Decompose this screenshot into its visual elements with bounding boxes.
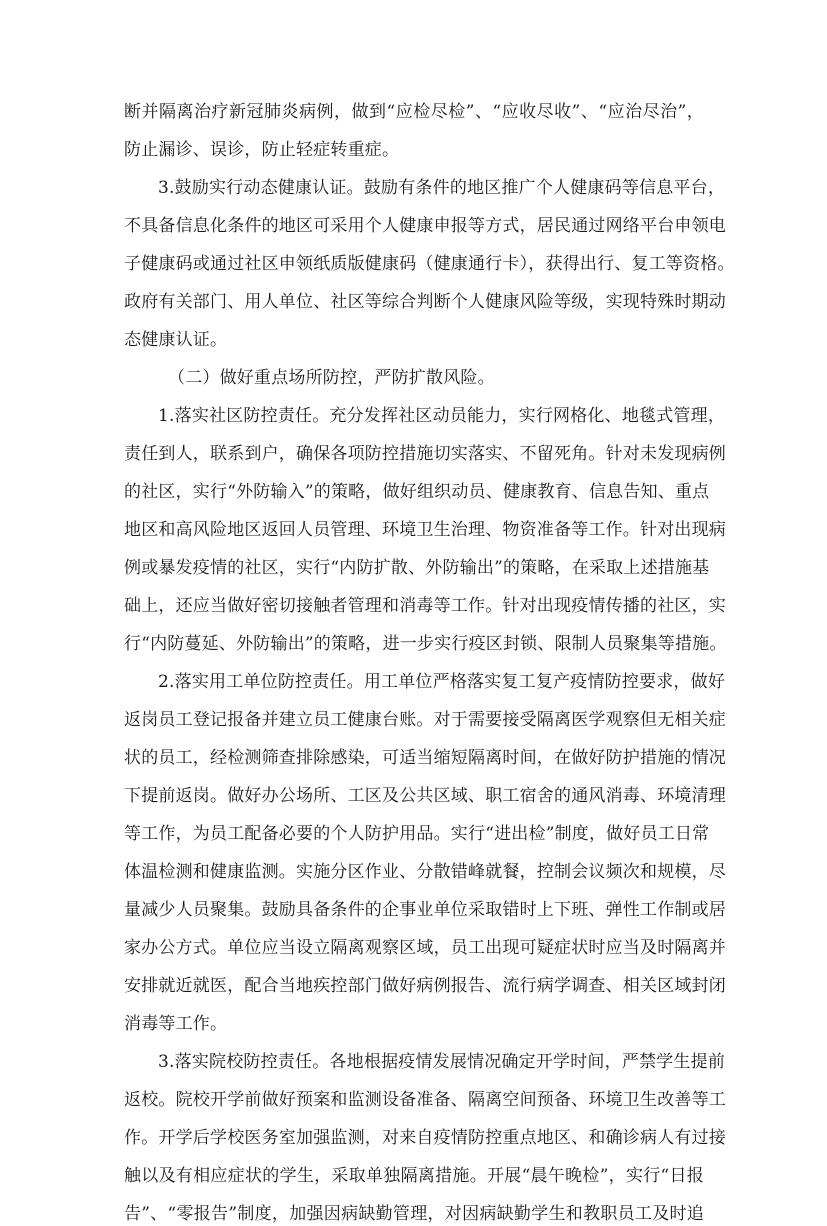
- text-line: 的社区，实行“外防输入”的策略，做好组织动员、健康教育、信息告知、重点: [124, 482, 710, 502]
- text-line: 返岗员工登记报备并建立员工健康台账。对于需要接受隔离医学观察但无相关症: [124, 710, 726, 730]
- text-line: 告”、“零报告”制度，加强因病缺勤管理，对因病缺勤学生和教职员工及时追: [124, 1204, 704, 1224]
- section-heading: （二）做好重点场所防控，严防扩散风险。: [168, 368, 495, 388]
- text-line: 触以及有相应症状的学生，采取单独隔离措施。开展“晨午晚检”，实行“日报: [124, 1166, 704, 1186]
- text-line: 量减少人员聚集。鼓励具备条件的企事业单位采取错时上下班、弹性工作制或居: [124, 900, 726, 920]
- text-line: 家办公方式。单位应当设立隔离观察区域，员工出现可疑症状时应当及时隔离并: [124, 938, 726, 958]
- text-line: 3.落实院校防控责任。各地根据疫情发展情况确定开学时间，严禁学生提前: [158, 1052, 726, 1072]
- text-line: 体温检测和健康监测。实施分区作业、分散错峰就餐，控制会议频次和规模，尽: [124, 862, 726, 882]
- text-line: 2.落实用工单位防控责任。用工单位严格落实复工复产疫情防控要求，做好: [158, 672, 726, 692]
- text-line: 地区和高风险地区返回人员管理、环境卫生治理、物资准备等工作。针对出现病: [124, 520, 726, 540]
- text-line: 安排就近就医，配合当地疾控部门做好病例报告、流行病学调查、相关区域封闭: [124, 976, 726, 996]
- text-line: 责任到人，联系到户，确保各项防控措施切实落实、不留死角。针对未发现病例: [124, 444, 726, 464]
- text-line: 作。开学后学校医务室加强监测，对来自疫情防控重点地区、和确诊病人有过接: [124, 1128, 726, 1148]
- text-line: 防止漏诊、误诊，防止轻症转重症。: [124, 140, 400, 160]
- text-line: 状的员工，经检测筛查排除感染，可适当缩短隔离时间，在做好防护措施的情况: [124, 748, 726, 768]
- text-line: 下提前返岗。做好办公场所、工区及公共区域、职工宿舍的通风消毒、环境清理: [124, 786, 726, 806]
- text-line: 1.落实社区防控责任。充分发挥社区动员能力，实行网格化、地毯式管理，: [158, 406, 726, 426]
- text-line: 等工作，为员工配备必要的个人防护用品。实行“进出检”制度，做好员工日常: [124, 824, 710, 844]
- text-line: 返校。院校开学前做好预案和监测设备准备、隔离空间预备、环境卫生改善等工: [124, 1090, 726, 1110]
- text-line: 例或暴发疫情的社区，实行“内防扩散、外防输出”的策略，在采取上述措施基: [124, 558, 710, 578]
- text-line: 础上，还应当做好密切接触者管理和消毒等工作。针对出现疫情传播的社区，实: [124, 596, 726, 616]
- text-line: 3.鼓励实行动态健康认证。鼓励有条件的地区推广个人健康码等信息平台，: [158, 178, 726, 198]
- text-line: 不具备信息化条件的地区可采用个人健康申报等方式，居民通过网络平台申领电: [124, 216, 726, 236]
- text-line: 消毒等工作。: [124, 1014, 228, 1034]
- text-line: 态健康认证。: [124, 330, 228, 350]
- text-line: 子健康码或通过社区申领纸质版健康码（健康通行卡），获得出行、复工等资格。: [124, 254, 735, 274]
- text-line: 政府有关部门、用人单位、社区等综合判断个人健康风险等级，实现特殊时期动: [124, 292, 726, 312]
- text-line: 行“内防蔓延、外防输出”的策略，进一步实行疫区封锁、限制人员聚集等措施。: [124, 634, 727, 654]
- text-line: 断并隔离治疗新冠肺炎病例，做到“应检尽检”、“应收尽收”、“应治尽治”，: [124, 102, 704, 122]
